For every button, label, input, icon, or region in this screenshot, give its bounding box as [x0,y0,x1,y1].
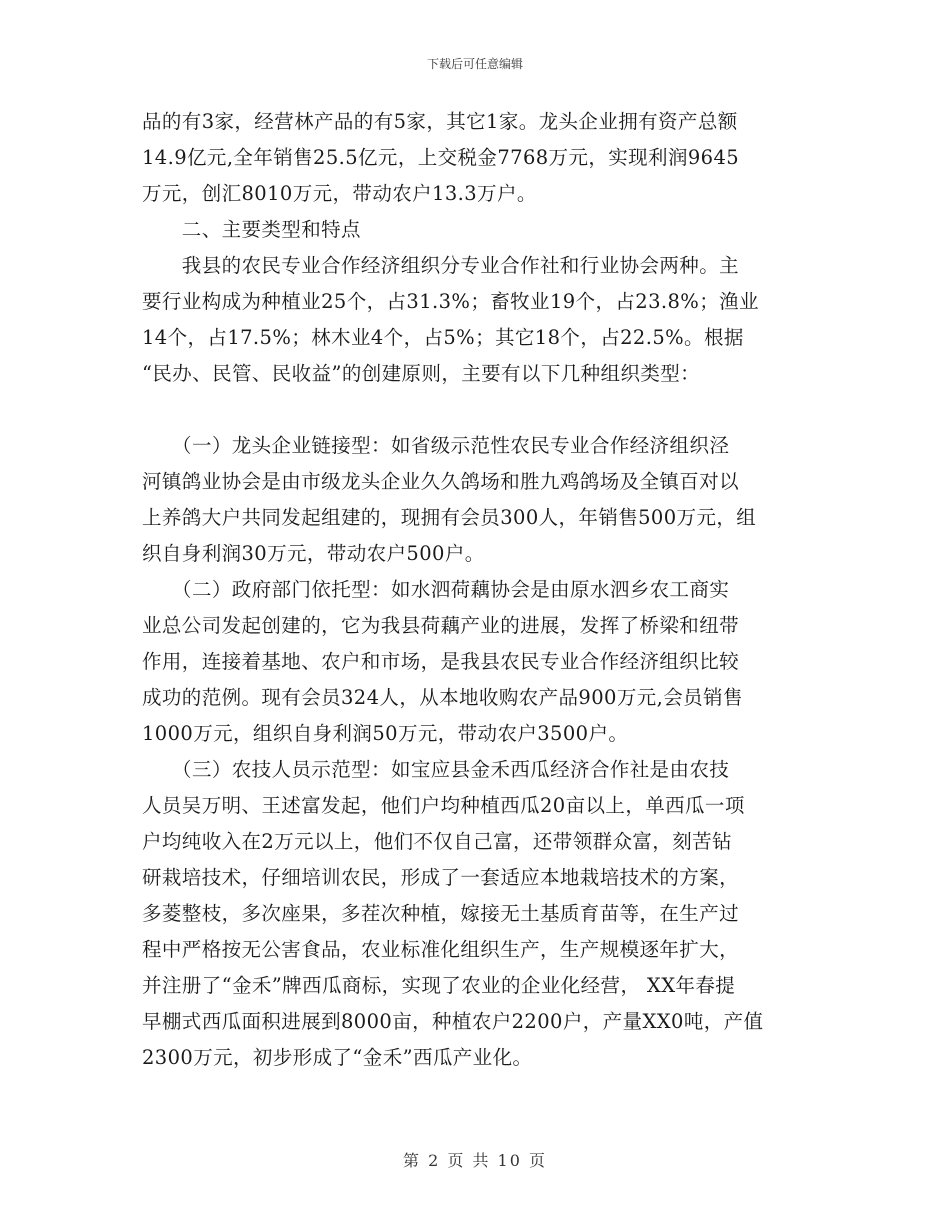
body-line-16: 成功的范例。现有会员324人，从本地收购农产品900万元,会员销售 [142,686,743,709]
paragraph-gap [142,392,812,428]
body-line-25: 早棚式西瓜面积进展到8000亩，种植农户2200户，产量XX0吨，产值 [142,1010,764,1033]
body-line-26: 2300万元，初步形成了“金禾”西瓜产业化。 [142,1046,533,1069]
page-header-note: 下载后可任意编辑 [426,57,523,71]
body-line-11: 上养鸽大户共同发起组建的，现拥有会员300人，年销售500万元，组 [142,506,757,529]
body-line-10: 河镇鸽业协会是由市级龙头企业久久鸽场和胜九鸡鸽场及全镇百对以 [142,470,740,493]
page-number: 第 2 页 共 10 页 [403,1151,547,1170]
body-line-24: 并注册了“金禾”牌西瓜商标，实现了农业的企业化经营， XX年春提 [142,974,736,997]
body-line-2: 14.9亿元,全年销售25.5亿元，上交税金7768万元，实现利润9645 [142,146,740,169]
body-line-15: 作用，连接着基地、农户和市场，是我县农民专业合作经济组织比较 [142,650,740,673]
body-line-5: 我县的农民专业合作经济组织分专业合作社和行业协会两种。主 [142,254,740,277]
body-line-21: 研栽培技术，仔细培训农民，形成了一套适应本地栽培技术的方案， [142,866,740,889]
body-line-12: 织自身利润30万元，带动农户500户。 [142,542,485,565]
body-line-8: “民办、民管、民收益”的创建原则，主要有以下几种组织类型： [142,362,701,385]
body-line-22: 多菱整枝，多次座果，多茬次种植，嫁接无土基质育苗等，在生产过 [142,902,740,925]
body-line-14: 业总公司发起创建的，它为我县荷藕产业的进展，发挥了桥梁和纽带 [142,614,740,637]
body-line-18: （三）农技人员示范型：如宝应县金禾西瓜经济合作社是由农技 [142,758,730,781]
body-line-13: （二）政府部门依托型：如水泗荷藕协会是由原水泗乡农工商实 [142,578,730,601]
body-line-1: 品的有3家，经营林产品的有5家，其它1家。龙头企业拥有资产总额 [142,110,738,133]
body-line-20: 户均纯收入在2万元以上，他们不仅自己富，还带领群众富，刻苦钻 [142,830,732,853]
document-body [142,104,812,1076]
section-heading: 二、主要类型和特点 [142,218,361,241]
body-line-9: （一）龙头企业链接型：如省级示范性农民专业合作经济组织泾 [142,434,730,457]
body-line-7: 14个，占17.5%；林木业4个，占5%；其它18个，占22.5%。根据 [142,326,744,349]
body-line-17: 1000万元，组织自身利润50万元，带动农户3500户。 [142,722,629,745]
body-line-23: 程中严格按无公害食品，农业标准化组织生产，生产规模逐年扩大， [142,938,740,961]
body-line-6: 要行业构成为种植业25个，占31.3%；畜牧业19个，占23.8%；渔业 [142,290,759,313]
body-line-19: 人员吴万明、王述富发起，他们户均种植西瓜20亩以上，单西瓜一项 [142,794,745,817]
body-line-3: 万元，创汇8010万元，带动农户13.3万户。 [142,182,537,205]
